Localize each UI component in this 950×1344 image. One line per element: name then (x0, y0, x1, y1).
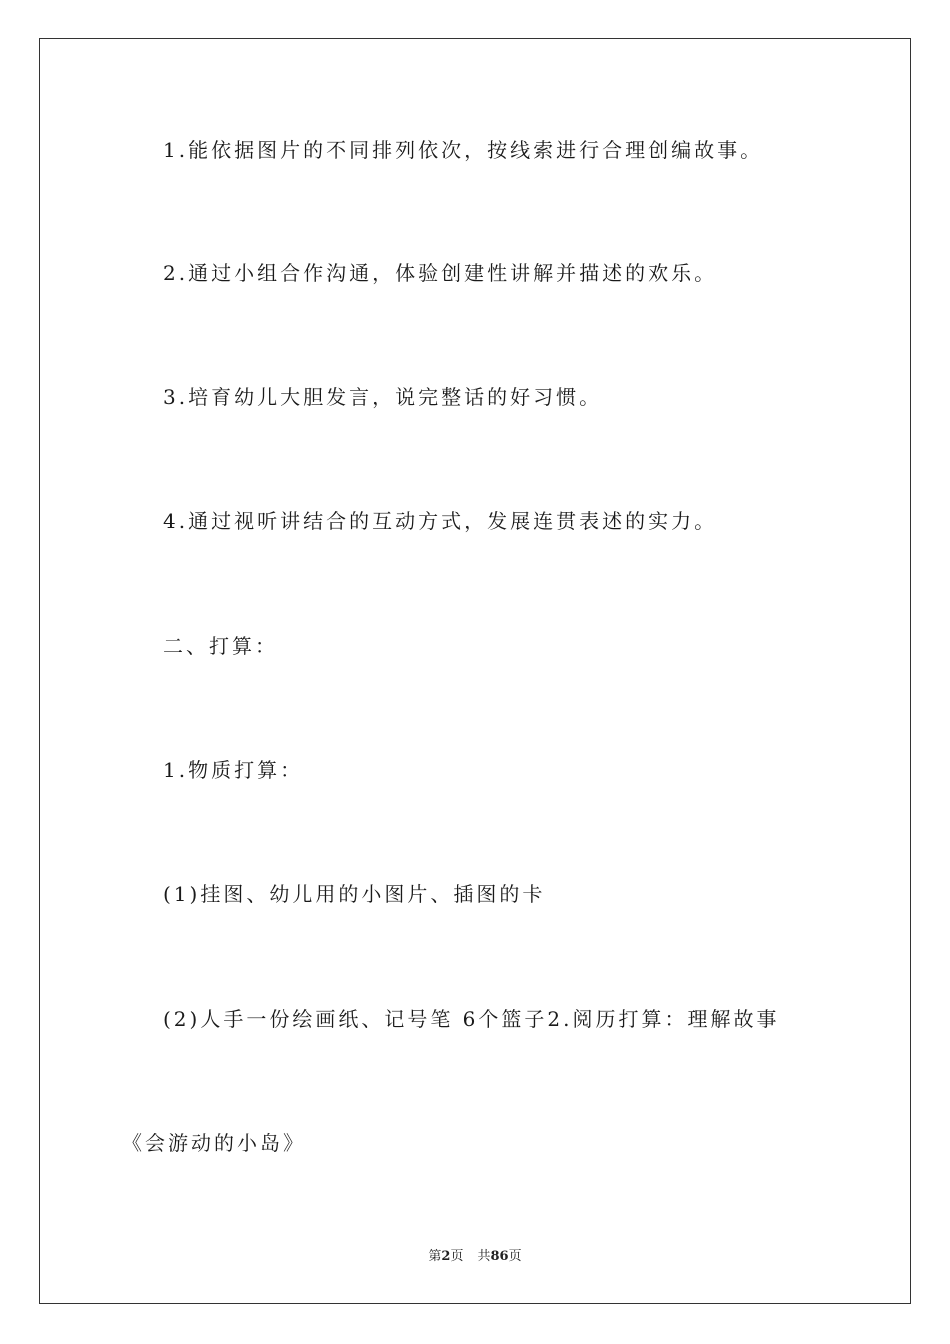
page-prefix: 第 (428, 1249, 442, 1264)
page-footer (0, 1248, 950, 1266)
objective-4: 4.通过视听讲结合的互动方式，发展连贯表述的实力。 (163, 509, 718, 533)
material-item-1: (1)挂图、幼儿用的小图片、插图的卡 (163, 882, 546, 906)
total-suffix: 页 (508, 1249, 522, 1264)
story-title: 《会游动的小岛》 (122, 1131, 306, 1155)
objective-2: 2.通过小组合作沟通，体验创建性讲解并描述的欢乐。 (163, 261, 718, 285)
material-item-2: (2)人手一份绘画纸、记号笔 6个篮子2.阅历打算：理解故事 (163, 1007, 780, 1031)
objective-1: 1.能依据图片的不同排列依次，按线索进行合理创编故事。 (163, 138, 764, 162)
page-suffix: 页 (450, 1249, 464, 1264)
objective-3: 3.培育幼儿大胆发言，说完整话的好习惯。 (163, 385, 603, 409)
section-heading-preparation: 二、打算： (163, 634, 278, 658)
total-pages: 86 (490, 1249, 509, 1264)
material-preparation-heading: 1.物质打算： (163, 758, 304, 782)
page-border (39, 38, 911, 1304)
page-number: 2 (441, 1249, 451, 1264)
total-prefix: 共 (477, 1249, 491, 1264)
